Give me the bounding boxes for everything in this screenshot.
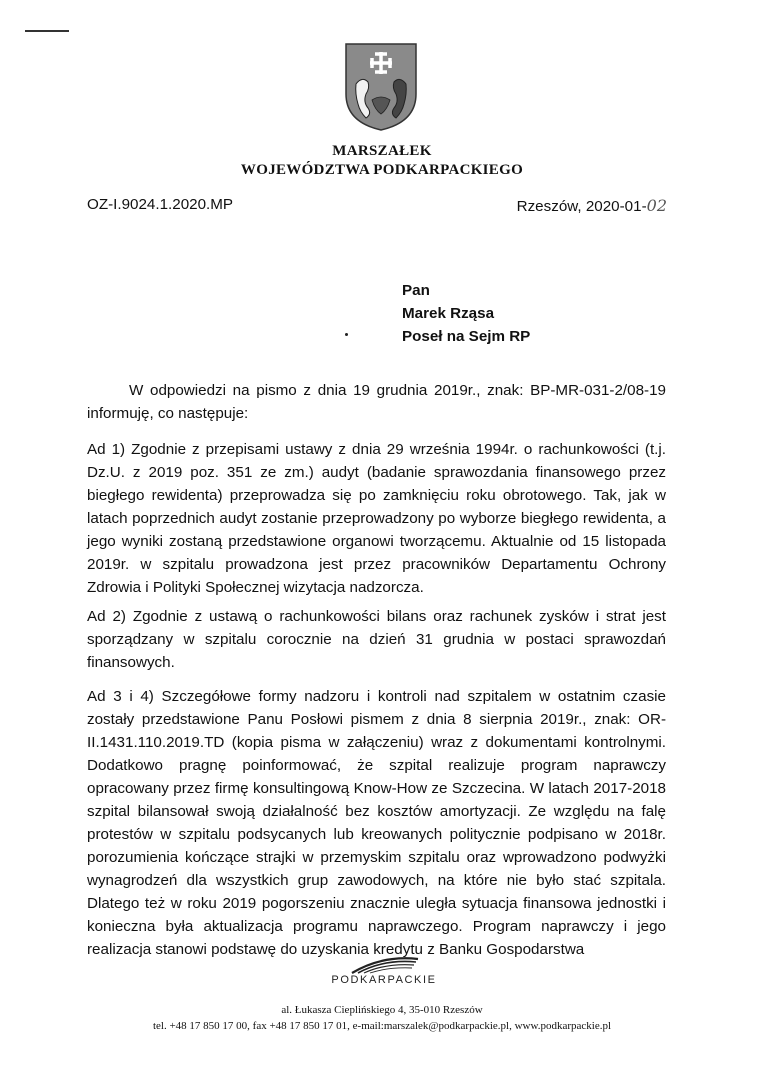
paragraph-ad2: Ad 2) Zgodnie z ustawą o rachunkowości bilans oraz rachunek zysków i strat jest sporządzany w szpitalu corocznie na dzień 31 grudnia w postaci sprawozdań finansowych. bbox=[87, 608, 666, 671]
recipient-name: Marek Rząsa bbox=[402, 305, 495, 322]
footer-contact: tel. +48 17 850 17 00, fax +48 17 850 17 01, e-mail:marszalek@podkarpackie.pl, www.podkarpackie.pl bbox=[152, 1020, 612, 1032]
footer-address: al. Łukasza Cieplińskiego 4, 35-010 Rzeszów bbox=[281, 1004, 483, 1016]
stray-dot bbox=[345, 333, 348, 336]
coat-of-arms-icon bbox=[342, 40, 420, 132]
corner-pen-mark bbox=[25, 30, 69, 32]
sender-title-line2: WOJEWÓDZTWA PODKARPACKIEGO bbox=[240, 162, 524, 178]
reference-number: OZ-I.9024.1.2020.MP bbox=[87, 196, 234, 213]
recipient-salutation: Pan bbox=[402, 282, 430, 299]
date-line bbox=[517, 196, 667, 215]
sender-title-line1: MARSZAŁEK bbox=[332, 143, 432, 159]
recipient-title: Poseł na Sejm RP bbox=[402, 328, 531, 345]
paragraph-ad3-4: Ad 3 i 4) Szczegółowe formy nadzoru i kontroli nad szpitalem w ostatnim czasie zostały przedstawione Panu Posłowi pismem z dnia 8 sierpnia 2019r., znak: OR-II.1431.110.2019.TD (kopia pisma w załączeniu) wraz z dokumentami kontrolnymi. Dodatkowo pragnę poinformować, że szpital realizuje program naprawczy opracowany przez firmę konsultingową Know-How ze Szczecina. W latach 2017-2018 szpital bilansował swoją działalność bez kosztów amortyzacji. Ze względu na falę protestów w szpitalu podsycanych lub kreowanych politycznie podpisano w 2018r. porozumienia kończące strajki w przemyskim szpitalu oraz wprowadzono podwyżki wynagrodzeń dla wszystkich grup zawodowych, na które nie było stać szpitala. Dlatego też w roku 2019 pogorszeniu znacznie uległa sytuacja finansowa jednostki i konieczna była aktualizacja programu naprawczego. Program naprawczy i jego realizacja stanowi podstawę do uzyskania kredytu z Banku Gospodarstwa bbox=[87, 688, 666, 958]
podkarpackie-logo-icon bbox=[322, 953, 446, 993]
footer-logo-text: PODKARPACKIE bbox=[331, 974, 437, 986]
date-printed: Rzeszów, 2020-01- bbox=[516, 198, 647, 215]
paragraph-intro: W odpowiedzi na pismo z dnia 19 grudnia 2019r., znak: BP-MR-031-2/08-19 informuję, co następuje: bbox=[87, 382, 666, 422]
date-handwritten-day: 02 bbox=[646, 196, 667, 215]
paragraph-ad1: Ad 1) Zgodnie z przepisami ustawy z dnia 29 września 1994r. o rachunkowości (t.j. Dz.U. z 2019 poz. 351 ze zm.) audyt (badanie sprawozdania finansowego przez biegłego rewidenta) przeprowadza się po zamknięciu roku obrotowego. Tak, jak w latach poprzednich audyt zostanie przeprowadzony po wyborze biegłego rewidenta, a jego wyniki zostaną przedstawione organowi tworzącemu. Aktualnie od 15 listopada 2019r. w szpitalu prowadzona jest przez pracowników Departamentu Ochrony Zdrowia i Polityki Społecznej wizytacja nadzorcza. bbox=[87, 441, 666, 596]
